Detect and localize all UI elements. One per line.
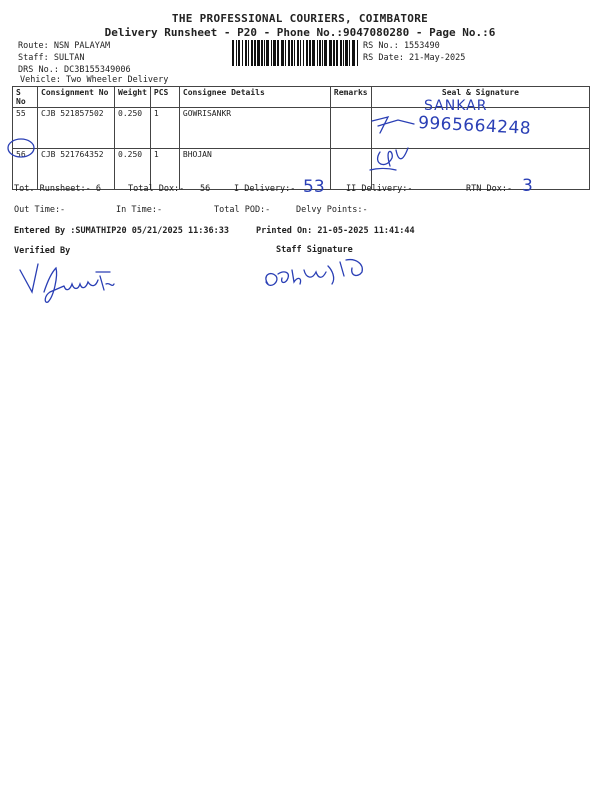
total-dox-label: Total Dox:- xyxy=(128,184,185,194)
staff-label: Staff: SULTAN xyxy=(18,53,85,63)
total-runsheet: Tot. Runsheet:- 6 xyxy=(14,184,101,194)
row-weight: 0.250 xyxy=(115,108,151,149)
header-weight: Weight xyxy=(115,87,151,108)
total-pod: Total POD:- xyxy=(214,205,271,215)
ii-delivery-label: II Delivery:- xyxy=(346,184,413,194)
row-pcs: 1 xyxy=(150,149,179,190)
i-delivery-handwritten: 53 xyxy=(303,177,325,197)
staff-signature-label: Staff Signature xyxy=(276,245,353,255)
row-consignee: GOWRISANKR xyxy=(179,108,330,149)
rtn-dox-label: RTN Dox:- xyxy=(466,184,513,194)
rs-date: RS Date: 21-May-2025 xyxy=(363,53,466,63)
header-consignee: Consignee Details xyxy=(179,87,330,108)
entered-by: Entered By :SUMATHIP20 05/21/2025 11:36:33 xyxy=(14,226,229,236)
total-dox-value: 56 xyxy=(200,184,211,194)
row-pcs: 1 xyxy=(150,108,179,149)
out-time: Out Time:- xyxy=(14,205,66,215)
row-consignee: BHOJAN xyxy=(179,149,330,190)
row-consignment: CJB 521857502 xyxy=(38,108,115,149)
drs-number: DRS No.: DC3B155349006 xyxy=(18,65,131,75)
handwritten-phone: 9965664248 xyxy=(417,113,532,139)
row-consignment: CJB 521764352 xyxy=(38,149,115,190)
row-weight: 0.250 xyxy=(115,149,151,190)
verified-signature-icon xyxy=(20,264,114,302)
delvy-points: Delvy Points:- xyxy=(296,205,368,215)
row-sno: 55 xyxy=(13,108,38,149)
printed-on: Printed On: 21-05-2025 11:41:44 xyxy=(256,226,415,236)
header-remarks: Remarks xyxy=(330,87,371,108)
route-label: Route: NSN PALAYAM xyxy=(18,41,111,51)
company-name: THE PROFESSIONAL COURIERS, COIMBATORE xyxy=(171,12,429,25)
rtn-dox-handwritten: 3 xyxy=(522,176,533,196)
i-delivery-label: I Delivery:- xyxy=(234,184,296,194)
row-sno: 56 xyxy=(13,149,38,190)
handwritten-name: SANKAR xyxy=(424,98,488,114)
runsheet-subtitle: Delivery Runsheet - P20 - Phone No.:9047080280 - Page No.:6 xyxy=(104,26,496,39)
in-time: In Time:- xyxy=(116,205,163,215)
header-sno: S No xyxy=(13,87,38,108)
header-pcs: PCS xyxy=(150,87,179,108)
vehicle-label: Vehicle: Two Wheeler Delivery xyxy=(20,75,169,85)
circle-mark-icon xyxy=(8,139,34,157)
tick-mark-icon xyxy=(372,117,414,133)
verified-by-label: Verified By xyxy=(14,246,71,256)
staff-signature-icon xyxy=(266,260,362,286)
initials-mark-icon xyxy=(378,148,408,166)
header-consignment: Consignment No xyxy=(38,87,115,108)
header-seal-signature: Seal & Signature xyxy=(371,87,589,108)
rs-number: RS No.: 1553490 xyxy=(363,41,440,51)
